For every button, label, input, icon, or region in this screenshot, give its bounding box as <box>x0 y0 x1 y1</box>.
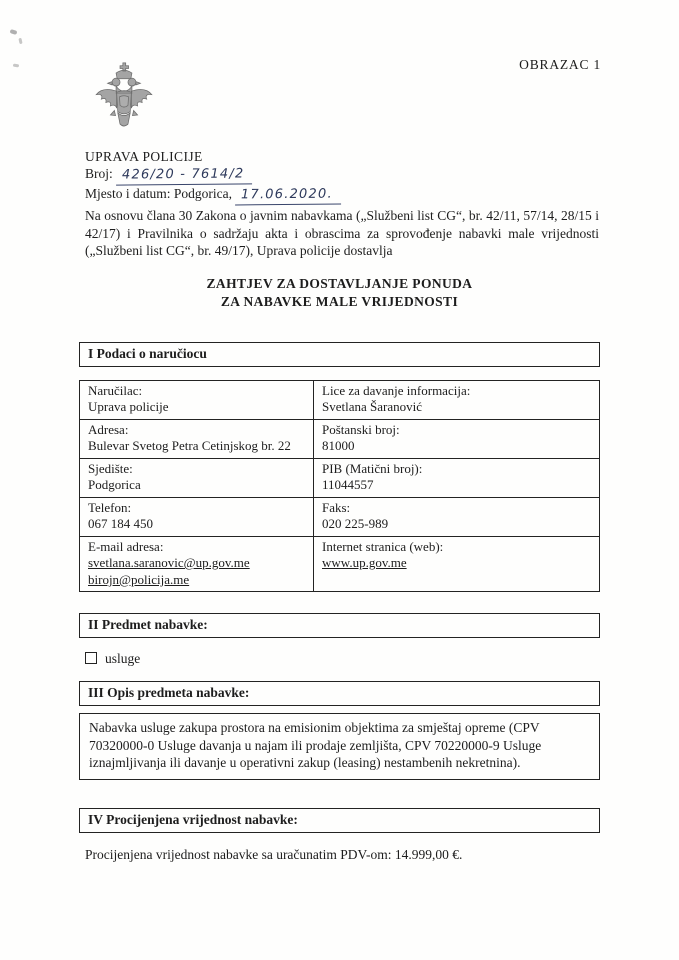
cell-value: Podgorica <box>88 477 141 493</box>
document-number-value: 426/20 - 7614/2 <box>116 165 253 185</box>
scan-artifact <box>13 64 19 68</box>
cell-label: E-mail adresa: <box>88 538 164 554</box>
intro-paragraph: Na osnovu člana 30 Zakona o javnim nabavkama („Službeni list CG“, br. 42/11, 57/14, 28/15 i 42/17) i Pravilnika o sadržaju akta i obrascima za sprovođenje nabavki male vrijednosti („Službeni list CG“, br. 49/17), Uprava policije dostavlja <box>85 208 599 259</box>
cell-value: 11044557 <box>322 477 374 493</box>
cell-value: 020 225-989 <box>322 516 389 532</box>
pib-cell <box>314 458 600 497</box>
org-name: UPRAVA POLICIJE <box>85 149 203 164</box>
cell-value: 81000 <box>322 438 355 454</box>
cell-label: Telefon: <box>88 499 132 515</box>
cell-label: Internet stranica (web): <box>322 538 444 554</box>
narucilac-cell <box>80 380 314 419</box>
document-number-label: Broj: <box>85 166 113 181</box>
place-date-line <box>85 185 341 205</box>
document-header <box>85 148 341 205</box>
cell-label: Poštanski broj: <box>322 421 400 437</box>
section-3-heading: III Opis predmeta nabavke: <box>79 681 600 706</box>
scan-artifact <box>10 29 18 35</box>
usluge-checkbox-label: usluge <box>105 651 141 667</box>
usluge-option-row <box>79 651 600 667</box>
email-cell <box>80 536 314 592</box>
contact-person-cell <box>314 380 600 419</box>
form-code-label: OBRAZAC 1 <box>519 57 601 72</box>
scan-artifact <box>18 38 22 44</box>
table-row <box>80 497 600 536</box>
sjediste-cell <box>80 458 314 497</box>
date-value: 17.06.2020. <box>235 186 341 206</box>
faks-cell <box>314 497 600 536</box>
document-title <box>79 275 600 311</box>
cell-label: Lice za davanje informacija: <box>322 382 471 398</box>
document-title-line-2: ZA NABAVKE MALE VRIJEDNOSTI <box>220 293 459 309</box>
procurement-description: Nabavka usluge zakupa prostora na emisionim objektima za smještaj opreme (CPV 70320000-0 Usluge davanja u najam ili prodaje zemljišta, CPV 70220000-9 Usluge iznajmljivanja ili davanje u operativni zakup (leasing) nestambenih nekretnina). <box>79 713 600 780</box>
usluge-checkbox <box>85 652 97 664</box>
cell-value: Svetlana Šaranović <box>322 399 422 415</box>
email-address-1: svetlana.saranovic@up.gov.me <box>88 555 250 571</box>
cell-value: Uprava policije <box>88 399 169 415</box>
place-date-label: Mjesto i datum: Podgorica, <box>85 186 232 201</box>
postal-code-cell <box>314 419 600 458</box>
table-row <box>80 536 600 592</box>
website-cell <box>314 536 600 592</box>
cell-label: Faks: <box>322 499 351 515</box>
section-2-heading: II Predmet nabavke: <box>79 613 600 638</box>
table-row <box>80 419 600 458</box>
cell-label: Adresa: <box>88 421 129 437</box>
adresa-cell <box>80 419 314 458</box>
cell-value: Bulevar Svetog Petra Cetinjskog br. 22 <box>88 438 291 454</box>
document-body <box>79 207 600 863</box>
email-address-2: birojn@policija.me <box>88 571 190 587</box>
table-row <box>80 458 600 497</box>
cell-label: Naručilac: <box>88 382 143 398</box>
cell-label: Sjedište: <box>88 460 133 476</box>
section-1-heading: I Podaci o naručiocu <box>79 342 600 367</box>
contracting-authority-table <box>79 380 600 593</box>
document-title-line-1: ZAHTJEV ZA DOSTAVLJANJE PONUDA <box>206 275 473 291</box>
estimated-value-line: Procijenjena vrijednost nabavke sa uračunatim PDV-om: 14.999,00 €. <box>85 846 463 862</box>
cell-label: PIB (Matični broj): <box>322 460 423 476</box>
document-number-line <box>85 165 341 185</box>
website-url: www.up.gov.me <box>322 555 407 571</box>
coat-of-arms-icon <box>90 58 158 138</box>
cell-value: 067 184 450 <box>88 516 153 532</box>
section-4-heading: IV Procijenjena vrijednost nabavke: <box>79 808 600 833</box>
table-row <box>80 380 600 419</box>
telefon-cell <box>80 497 314 536</box>
